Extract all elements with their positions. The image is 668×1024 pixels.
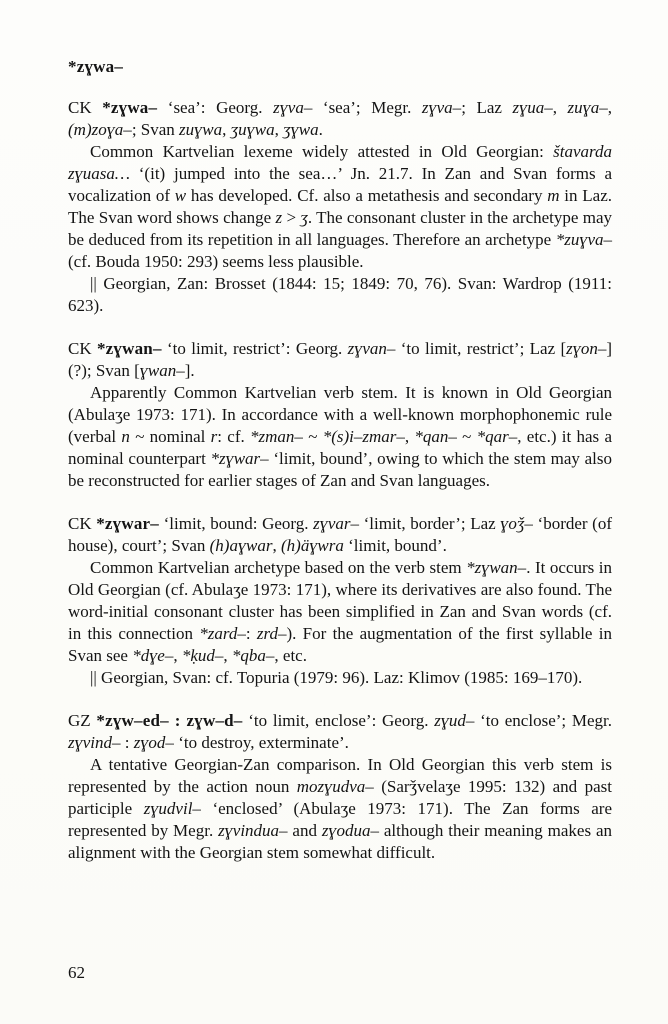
linguistic-form-italic: mozɣudva– xyxy=(296,777,374,796)
linguistic-form-italic: *zard– xyxy=(199,624,246,643)
text-segment: ‘limit, bound: Georg. xyxy=(159,514,314,533)
dictionary-entry xyxy=(68,513,612,689)
text-segment: ‘border (of house), court’; Svan xyxy=(68,514,612,555)
text-segment: ; Laz xyxy=(461,98,513,117)
text-segment: , etc.) it has a nominal counterpart xyxy=(68,427,612,468)
text-segment: ; Svan xyxy=(131,120,180,139)
entry-headword-line xyxy=(68,710,612,754)
text-segment: , xyxy=(272,536,282,555)
entry-paragraph xyxy=(68,141,612,273)
linguistic-form-italic: *dɣe– xyxy=(132,646,174,665)
text-segment: , etc. xyxy=(274,646,307,665)
text-segment: ‘sea’; Megr. xyxy=(312,98,422,117)
linguistic-form-italic: m xyxy=(547,186,560,205)
linguistic-form-italic: ʒuɣwa xyxy=(230,120,275,139)
entry-headword-line xyxy=(68,338,612,382)
text-segment: ‘limit, bound’. xyxy=(343,536,447,555)
text-segment: ‘enclosed’ (Abulaʒe 1973: 171). The Zan forms are represented by Megr. xyxy=(68,799,612,840)
headword-bold: *zɣwar– xyxy=(96,514,160,533)
references-line xyxy=(68,667,612,689)
linguistic-form-italic: (h)aɣwar xyxy=(209,536,273,555)
linguistic-form-italic: zɣon– xyxy=(566,339,607,358)
text-segment: CK xyxy=(68,98,103,117)
dictionary-entry xyxy=(68,338,612,492)
text-segment: ] (?); Svan [ xyxy=(68,339,613,380)
text-segment: ‘to enclose’; Megr. xyxy=(474,711,612,730)
text-segment: ‘to limit, restrict’; Laz [ xyxy=(395,339,567,358)
linguistic-form-italic: z xyxy=(275,208,283,227)
linguistic-form-italic: ɣoǯ– xyxy=(500,514,533,533)
text-segment: Common Kartvelian lexeme widely attested in Old Georgian: xyxy=(90,142,554,161)
linguistic-form-italic: zɣvindua– xyxy=(218,821,288,840)
text-segment: : xyxy=(120,733,134,752)
headword-bold: *zɣw–ed– : zɣw–d– xyxy=(96,711,243,730)
linguistic-form-italic: ɣwan– xyxy=(139,361,185,380)
page-number: 62 xyxy=(68,963,85,982)
linguistic-form-italic: zɣvind– xyxy=(68,733,121,752)
linguistic-form-italic: zɣodua– xyxy=(321,821,380,840)
entry-headword-line xyxy=(68,513,612,557)
entry-paragraph xyxy=(68,754,612,864)
text-segment: and xyxy=(287,821,322,840)
linguistic-form-italic: *zuɣva– xyxy=(555,230,612,249)
text-segment: ]. xyxy=(184,361,195,380)
text-segment: > xyxy=(282,208,301,227)
text-segment: has developed. Cf. also a metathesis and secondary xyxy=(186,186,548,205)
linguistic-form-italic: *ḳud– xyxy=(181,646,224,665)
linguistic-form-italic: ʒɣwa xyxy=(283,120,319,139)
linguistic-form-italic: *zɣwan– xyxy=(466,558,527,577)
linguistic-form-italic: n xyxy=(121,427,130,446)
linguistic-form-italic: zɣva– xyxy=(421,98,462,117)
text-segment: CK xyxy=(68,339,97,358)
text-segment: Common Kartvelian archetype based on the verb stem xyxy=(90,558,467,577)
headword-bold: *zɣwa– xyxy=(102,98,158,117)
text-segment: , xyxy=(223,646,232,665)
text-segment: || Georgian, Zan: Brosset (1844: 15; 1849: 70, 76). Svan: Wardrop (1911: 623). xyxy=(68,274,612,315)
text-segment: , xyxy=(222,120,231,139)
text-segment: ‘(it) jumped into the sea…’ Jn. 21.7. In Zan and Svan forms a vocalization of xyxy=(68,164,612,205)
text-segment: (Sarǯvelaʒe 1995: 132) and past participle xyxy=(68,777,612,818)
linguistic-form-italic: zɣua– xyxy=(512,98,553,117)
text-segment: ‘limit, bound’, owing to which the stem may also be reconstructed for earlier stages of Zan and Svan languages. xyxy=(68,449,612,490)
text-segment: ~ xyxy=(302,427,323,446)
linguistic-form-italic: zɣod– xyxy=(133,733,174,752)
text-segment: ‘sea’: Georg. xyxy=(157,98,274,117)
headword-bold: *zɣwan– xyxy=(96,339,162,358)
linguistic-form-italic: zuɣwa xyxy=(179,120,223,139)
text-segment: : xyxy=(245,624,257,643)
text-segment: ~ nominal xyxy=(129,427,211,446)
linguistic-form-italic: w xyxy=(174,186,187,205)
text-segment: ~ xyxy=(456,427,477,446)
text-segment: : cf. xyxy=(217,427,251,446)
entry-list xyxy=(68,97,612,864)
text-segment: ‘limit, border’; Laz xyxy=(358,514,501,533)
entry-paragraph xyxy=(68,557,612,667)
linguistic-form-italic: (m)zoɣa– xyxy=(68,120,132,139)
text-segment: , xyxy=(404,427,415,446)
references-line xyxy=(68,273,612,317)
linguistic-form-italic: *zɣwar– xyxy=(210,449,269,468)
linguistic-form-italic: *qba– xyxy=(231,646,275,665)
text-segment: ‘to limit, restrict’: Georg. xyxy=(161,339,348,358)
linguistic-form-italic: r xyxy=(210,427,218,446)
linguistic-form-italic: zɣva– xyxy=(273,98,313,117)
text-segment: . It occurs in Old Georgian (cf. Abulaʒe 1973: 171), where its derivatives are also found. The word-initial consonant cluster has been simplified in Zan and Svan words (cf. in this connection xyxy=(68,558,612,643)
linguistic-form-italic: zrd– xyxy=(256,624,287,643)
text-segment: ). For the augmentation of the first syllable in Svan see xyxy=(68,624,612,665)
running-head: *zɣwa– xyxy=(68,57,124,76)
text-segment: Apparently Common Kartvelian verb stem. It is known in Old Georgian (Abulaʒe 1973: 171). In accordance with a well-known morphophonemic rule (verbal xyxy=(68,383,612,446)
text-segment: in Laz. The Svan word shows change xyxy=(68,186,612,227)
text-segment: , xyxy=(607,98,613,117)
dictionary-entry xyxy=(68,710,612,864)
text-segment: , xyxy=(274,120,284,139)
text-segment: (cf. Bouda 1950: 293) seems less plausible. xyxy=(68,252,364,271)
linguistic-form-italic: *(s)i–zmar– xyxy=(322,427,405,446)
text-segment: although their meaning makes an alignment with the Georgian stem somewhat difficult. xyxy=(68,821,612,862)
text-segment: . The consonant cluster in the archetype may be deduced from its repetition in all languages. Therefore an archetype xyxy=(68,208,612,249)
linguistic-form-italic: (h)äɣwra xyxy=(281,536,344,555)
linguistic-form-italic: zuɣa– xyxy=(567,98,608,117)
text-segment: , xyxy=(173,646,182,665)
linguistic-form-italic: *qar– xyxy=(476,427,518,446)
text-segment: ‘to destroy, exterminate’. xyxy=(173,733,349,752)
linguistic-form-italic: *qan– xyxy=(414,427,457,446)
text-segment: CK xyxy=(68,514,97,533)
linguistic-form-italic: zɣudvil– xyxy=(143,799,201,818)
text-segment: ‘to limit, enclose’: Georg. xyxy=(242,711,435,730)
text-segment: A tentative Georgian-Zan comparison. In Old Georgian this verb stem is represented by the action noun xyxy=(68,755,612,796)
dictionary-entry xyxy=(68,97,612,317)
text-segment: || Georgian, Svan: cf. Topuria (1979: 96). Laz: Klimov (1985: 169–170). xyxy=(90,668,583,687)
entry-headword-line xyxy=(68,97,612,141)
linguistic-form-italic: ʒ xyxy=(300,208,308,227)
linguistic-form-italic: štavarda zɣuasa… xyxy=(68,142,612,183)
text-segment: , xyxy=(552,98,568,117)
entry-paragraph xyxy=(68,382,612,492)
linguistic-form-italic: *zman– xyxy=(250,427,303,446)
linguistic-form-italic: zɣud– xyxy=(434,711,475,730)
linguistic-form-italic: zɣvan– xyxy=(347,339,396,358)
linguistic-form-italic: zɣvar– xyxy=(313,514,359,533)
text-segment: GZ xyxy=(68,711,97,730)
text-segment: . xyxy=(318,120,323,139)
